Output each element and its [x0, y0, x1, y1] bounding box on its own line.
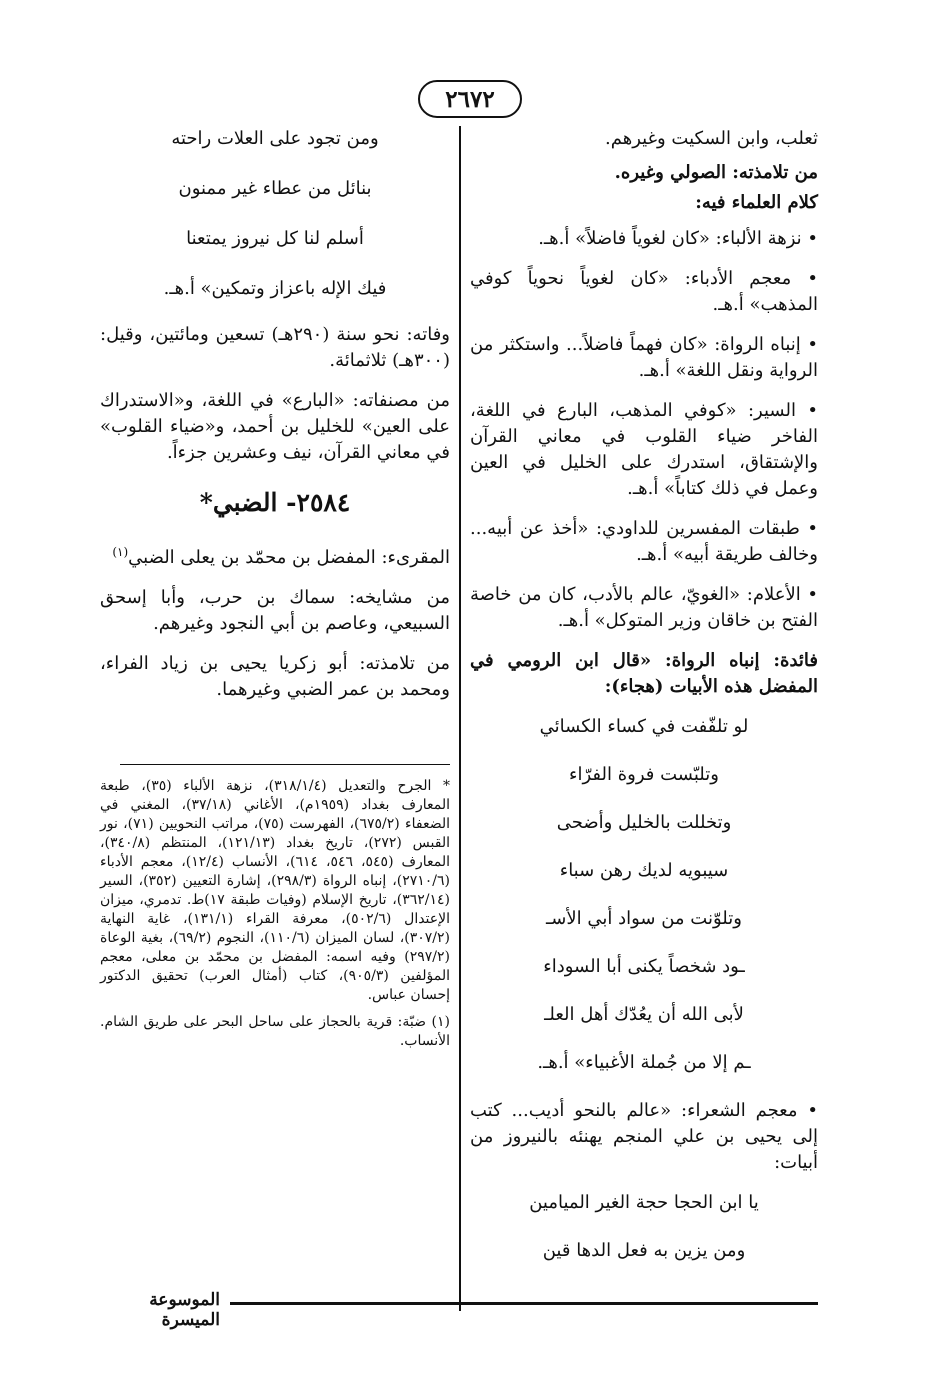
entry-teachers: من مشايخه: سماك بن حرب، وأبا إسحق السبيعي، وعاصم بن أبي النجود وغيرهم. [100, 587, 450, 634]
verse-line: وتلبّست فروة الفرّاء [569, 764, 719, 785]
footnote-rule [120, 764, 450, 765]
verse-line: فيك الإله باعزاز وتمكين» أ.هـ. [163, 278, 387, 299]
quote-alam: • الأعلام: «الغويّ، عالم بالأدب، كان من خاصة الفتح بن خاقان وزير المتوكل» أ.هـ. [470, 584, 818, 631]
column-divider [459, 126, 461, 1311]
verse-line: أسلم لنا كل نيروز يمتعنا [186, 228, 364, 249]
entry-title: ٢٥٨٤- الضبي* [199, 488, 351, 517]
benefit-note: فائدة: إنباه الرواة: «قال ابن الرومي في المفضل هذه الأبيات (هجاء): [470, 650, 818, 697]
quote-siyar: • السير: «كوفي المذهب، البارع في اللغة، الفاخر ضياء القلوب في معاني القرآن والإشتقاق، استدرك على الخليل في العين وعمل في ذلك كتاباً» أ.هـ. [470, 400, 818, 499]
entry-name: المقرىء: المفضل بن محمّد بن يعلى الضبي$^{(١)}$ [112, 545, 450, 568]
students-heading: من تلامذته: الصولي وغيره. [614, 162, 818, 183]
footnote-ref: (١) [112, 545, 129, 559]
verse-line: يا ابن الحجا حجة الغير الميامين [529, 1192, 759, 1213]
footer-rule [230, 1302, 818, 1305]
entry-students: من تلامذته: أبو زكريا يحيى بن زياد الفراء، ومحمد بن عمر الضبي وغيرهما. [100, 653, 450, 700]
verse-line: ـود شخصاً يكنى أبا السوداء [543, 956, 745, 977]
quote-nuzhat: • نزهة الألباء: «كان لغوياً فاضلاً» أ.هـ. [538, 228, 818, 249]
verse-line: ومن يزين به فعل الدها قين [542, 1240, 746, 1261]
text-line: ثعلب، وابن السكيت وغيرهم. [605, 128, 818, 149]
verse-line: ـم إلا من جُملة الأغبياء» أ.هـ. [537, 1052, 751, 1073]
footnotes [100, 764, 450, 1059]
verse-line: ومن تجود على العلات راحته [171, 128, 379, 149]
verse-line: وتخللت بالخليل وأضحى [556, 812, 732, 833]
footnote-1: (١) ضبّة: قرية بالحجاز على ساحل البحر على طريق الشام. الأنساب. [100, 1014, 450, 1049]
verse-line: لو تلفّفت في كساء الكسائي [539, 716, 749, 737]
death-date: وفاته: نحو سنة (٢٩٠هـ) تسعين ومائتين، وقيل: (٣٠٠هـ) ثلاثمائة. [100, 324, 450, 371]
verse-line: سيبويه لديك رهن سباء [559, 860, 729, 881]
footnote-sources: * الجرح والتعديل (٣١٨/١/٤)، نزهة الألباء (٣٥)، طبعة المعارف بغداد (١٩٥٩م)، الأغاني (٣٧/١٨)، المغني في الضعفاء (٦٧٥/٢)، الفهرست (٧٥)، مراتب النحويين (٧١)، نور القبس (٢٧٢)، تاريخ بغداد (١٢١/١٣)، المنتظم (٣٤٠/٨)، المعارف (٥٤٥، ٥٤٦، ٦١٤)، الأنساب (١٢/٤)، معجم الأدباء (٢٧١٠/٦)، إنباه الرواة (٢٩٨/٣)، إشارة التعيين (٣٥٢)، السير (٣٦٢/١٤)، تاريخ الإسلام (وفيات طبقة ١٧)ط. تدمري، ميزان الإعتدال (٥٠٢/٦)، معرفة القراء (١٣١/١)، غاية النهاية (٣٠٧/٢)، لسان الميزان (١١٠/٦)، النجوم (٦٩/٢)، بغية الوعاة (٢٩٧/٢) وفيه اسمه: المفضل بن محمّد بن معلى، معجم المؤلفين (٩٠٥/٣)، كتاب (أمثال العرب) تحقيق الدكتور إحسان عباس. [100, 778, 451, 1003]
left-column [100, 126, 450, 717]
verse-line: لأبى الله أن يعُدّك أهل العلـ [544, 1004, 744, 1025]
quote-mujam-udaba: • معجم الأدباء: «كان لغوياً نحوياً كوفي المذهب» أ.هـ. [470, 268, 818, 315]
quote-tabaqat: • طبقات المفسرين للداودي: «أخذ عن أبيه... وخالف طريقة أبيه» أ.هـ. [470, 518, 818, 565]
quote-inbah: • إنباه الرواة: «كان فهماً فاضلاً... واستكثر من الرواية ونقل اللغة» أ.هـ. [470, 334, 818, 381]
works-list: من مصنفاته: «البارع» في اللغة، و«الاستدراك على العين» للخليل بن أحمد، و«ضياء القلوب» في معاني القرآن، نيف وعشرين جزءاً. [100, 390, 450, 463]
page-number: ٢٦٧٢ [418, 80, 522, 118]
right-column [470, 126, 818, 1278]
verse-line: وتلوّنت من سواد أبي الأسـ [546, 908, 742, 929]
quote-mujam-shuara: • معجم الشعراء: «عالم بالنحو أديب... كتب إلى يحيى بن علي المنجم يهنئه بالنيروز من أبيات: [470, 1100, 818, 1173]
scholars-heading: كلام العلماء فيه: [695, 192, 818, 213]
footer-title: الموسوعة الميسرة [149, 1290, 220, 1330]
verse-line: بنائل من عطاء غير ممنون [178, 178, 372, 199]
